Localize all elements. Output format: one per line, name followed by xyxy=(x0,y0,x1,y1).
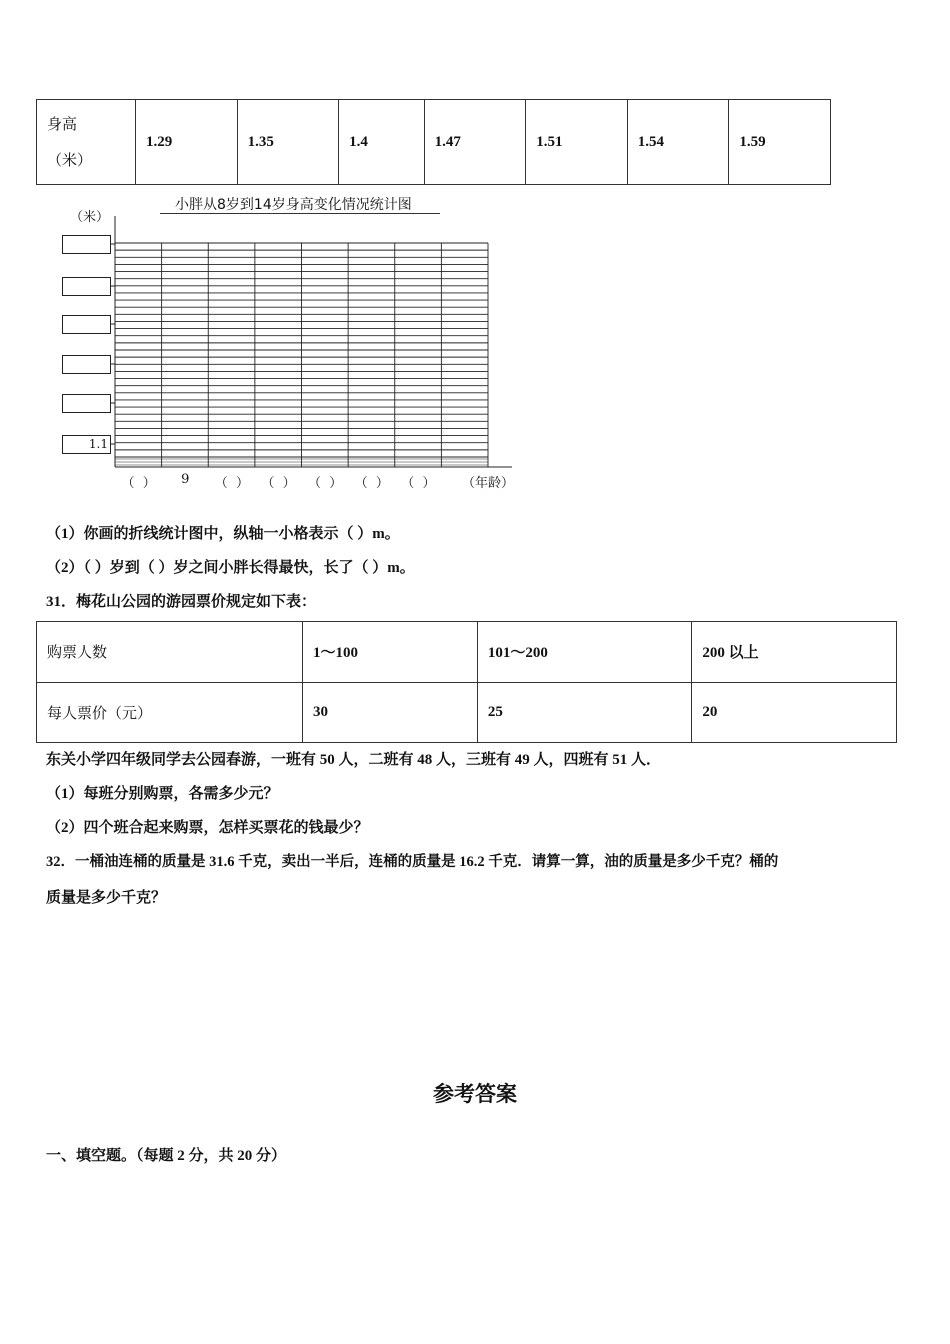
x-label: （ ） xyxy=(214,476,249,491)
x-unit: （年龄） xyxy=(462,476,515,491)
height-value: 1.59 xyxy=(729,100,831,185)
height-value: 1.35 xyxy=(237,100,339,185)
height-label-cell xyxy=(37,100,136,185)
q30-part1: （1）你画的折线统计图中，纵轴一小格表示（ ）m。 xyxy=(46,526,400,542)
height-value: 1.47 xyxy=(424,100,526,185)
x-label: （ ） xyxy=(121,476,156,491)
x-label: （ ） xyxy=(401,476,436,491)
cell: 25 xyxy=(477,682,692,743)
chart-title: 小胖从8岁到14岁身高变化情况统计图 xyxy=(175,197,412,213)
q31-part1: （1）每班分别购票，各需多少元？ xyxy=(46,786,279,802)
x-label: （ ） xyxy=(261,476,296,491)
blank-line-chart xyxy=(0,190,530,500)
ticket-table xyxy=(36,621,897,743)
height-table xyxy=(36,99,831,185)
cell: 20 xyxy=(692,682,897,743)
height-unit: （米） xyxy=(47,151,93,169)
cell: 101～200 xyxy=(477,622,692,683)
height-value: 1.4 xyxy=(339,100,424,185)
cell: 1～100 xyxy=(303,622,478,683)
x-label: （ ） xyxy=(307,476,343,491)
cell: 200 以上 xyxy=(692,622,897,683)
answers-section: 一、填空题。（每题 2 分，共 20 分） xyxy=(46,1148,287,1164)
x-label: （ ） xyxy=(354,476,389,491)
y-label-box[interactable] xyxy=(62,394,111,413)
q32-line1: 32．一桶油连桶的质量是 31.6 千克，卖出一半后，连桶的质量是 16.2 千克．请算一算，油的质量是多少千克？桶的 xyxy=(46,854,779,870)
y-label-box[interactable] xyxy=(62,277,111,296)
q31-title: 31．梅花山公园的游园票价规定如下表： xyxy=(46,594,317,610)
q32-line2: 质量是多少千克？ xyxy=(46,890,167,906)
height-value: 1.29 xyxy=(136,100,238,185)
y-label-box[interactable] xyxy=(62,355,111,374)
x-label: 9 xyxy=(181,472,190,487)
height-value: 1.54 xyxy=(627,100,729,185)
height-label: 身高 xyxy=(47,115,78,133)
cell: 每人票价（元） xyxy=(37,682,303,743)
height-value: 1.51 xyxy=(526,100,628,185)
answers-title: 参考答案 xyxy=(433,1082,517,1106)
y-label-box[interactable] xyxy=(62,315,111,334)
y-label-box[interactable] xyxy=(62,235,111,254)
y-unit: （米） xyxy=(70,210,110,225)
cell: 购票人数 xyxy=(37,622,303,683)
cell: 30 xyxy=(303,682,478,743)
q31-text: 东关小学四年级同学去公园春游，一班有 50 人，二班有 48 人，三班有 49 人，四班有 51 人． xyxy=(46,752,662,768)
q30-part2: （2）（ ）岁到（ ）岁之间小胖长得最快，长了（ ）m。 xyxy=(46,560,415,576)
y-label-box[interactable]: 1.1 xyxy=(62,435,111,454)
q31-part2: （2）四个班合起来购票，怎样买票花的钱最少？ xyxy=(46,820,369,836)
